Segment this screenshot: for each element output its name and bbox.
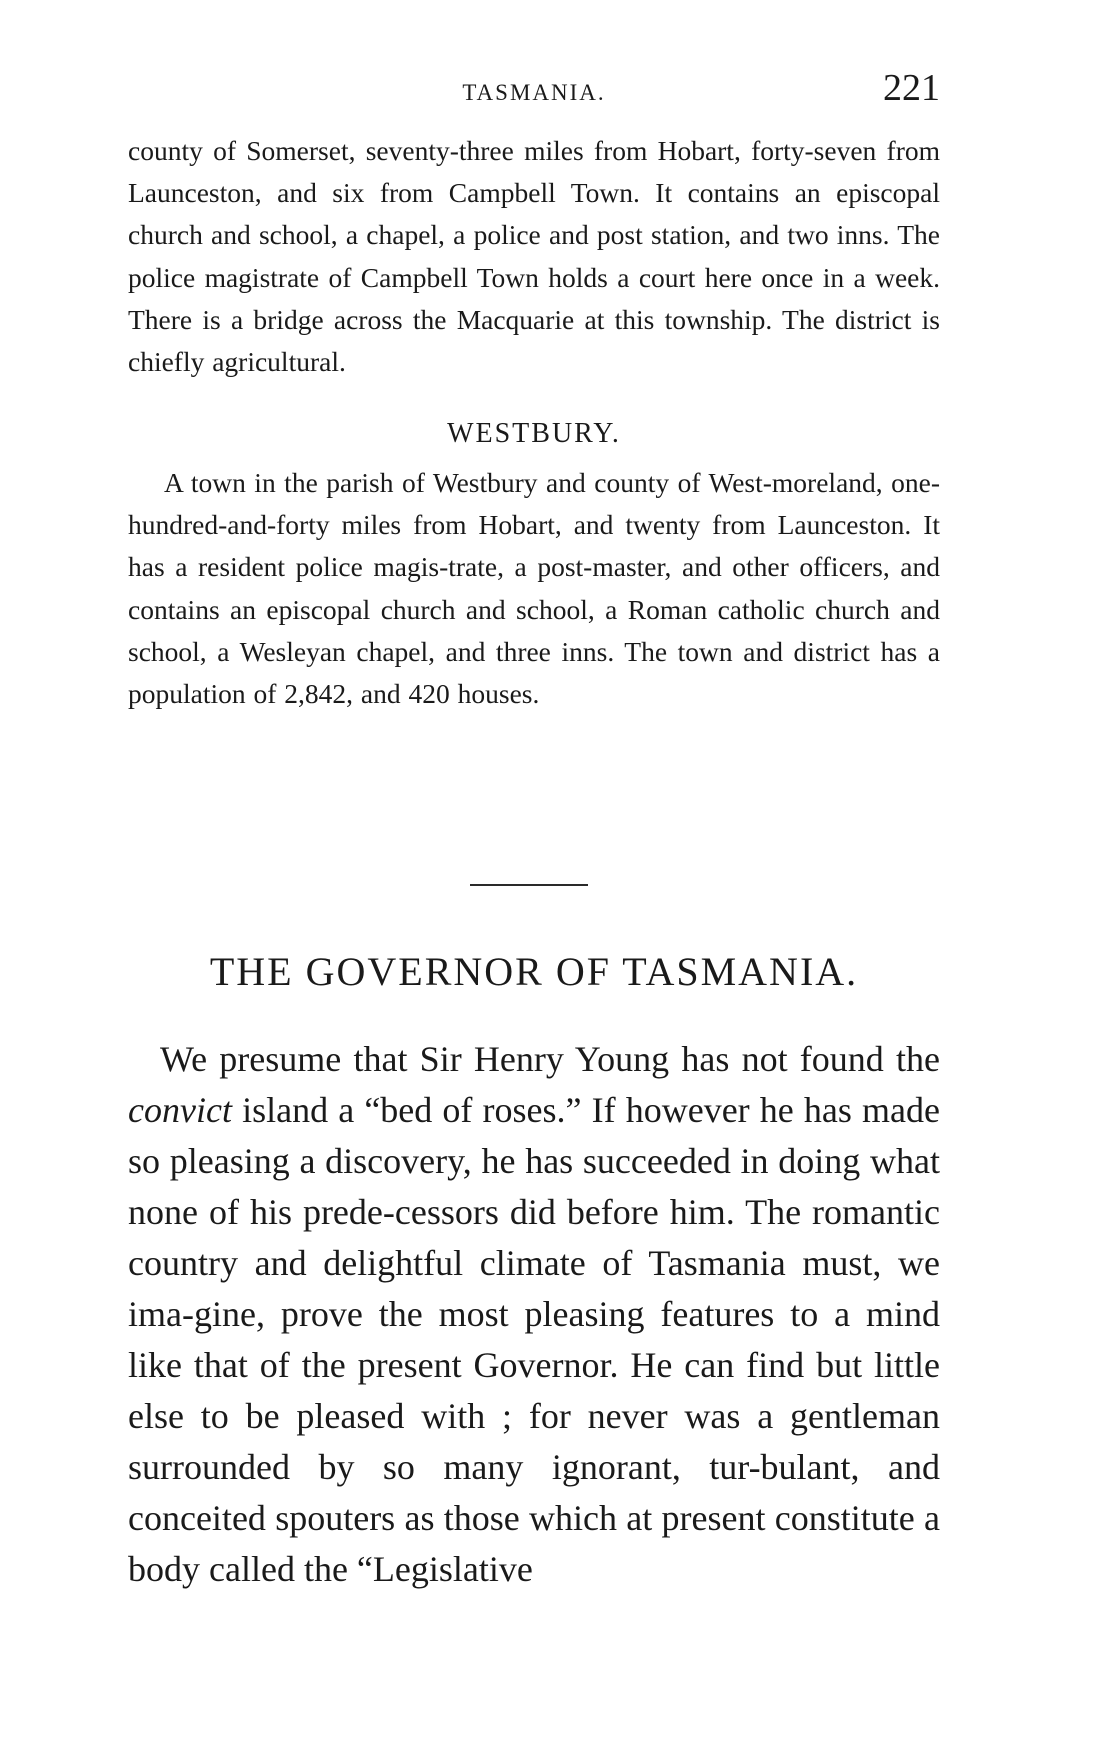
page-number: 221	[883, 67, 940, 109]
governor-text-part-2: island a “bed of roses.” If however he has made so pleasing a discovery, he has succeeded in doing what none of his prede-cessors did before him. The romantic country and delightful climate of Tasmania must, we ima-gine, prove the most pleasing features to a mind like that of the present Governor. He can find but little else to be pleased with ; for never was a gentleman surrounded by so many ignorant, tur-bulant, and conceited spouters as those which at present constitute a body called the “Legislative	[128, 1090, 940, 1589]
governor-paragraph-block	[128, 1034, 940, 1595]
governor-heading: THE GOVERNOR OF TASMANIA.	[209, 949, 859, 994]
westbury-heading: WESTBURY.	[447, 418, 621, 449]
continuation-paragraph-block	[128, 130, 940, 383]
section-divider	[470, 884, 588, 886]
westbury-paragraph-block	[128, 462, 940, 715]
running-head: TASMANIA.	[462, 80, 606, 105]
governor-paragraph	[128, 1034, 940, 1595]
governor-text-part-1: We presume that Sir Henry Young has not found the	[160, 1039, 940, 1079]
page-header	[128, 66, 940, 116]
governor-italic-word: convict	[128, 1090, 232, 1130]
continuation-paragraph: county of Somerset, seventy-three miles from Hobart, forty-seven from Launceston, and six from Campbell Town. It contains an episcopal church and school, a chapel, a police and post station, and two inns. The police magistrate of Campbell Town holds a court here once in a week. There is a bridge across the Macquarie at this township. The district is chiefly agricultural.	[128, 135, 940, 378]
westbury-paragraph: A town in the parish of Westbury and county of West-moreland, one-hundred-and-forty miles from Hobart, and twenty from Launceston. It has a resident police magis-trate, a post-master, and other officers, and contains an episcopal church and school, a Roman catholic church and school, a Wesleyan chapel, and three inns. The town and district has a population of 2,842, and 420 houses.	[128, 467, 940, 710]
